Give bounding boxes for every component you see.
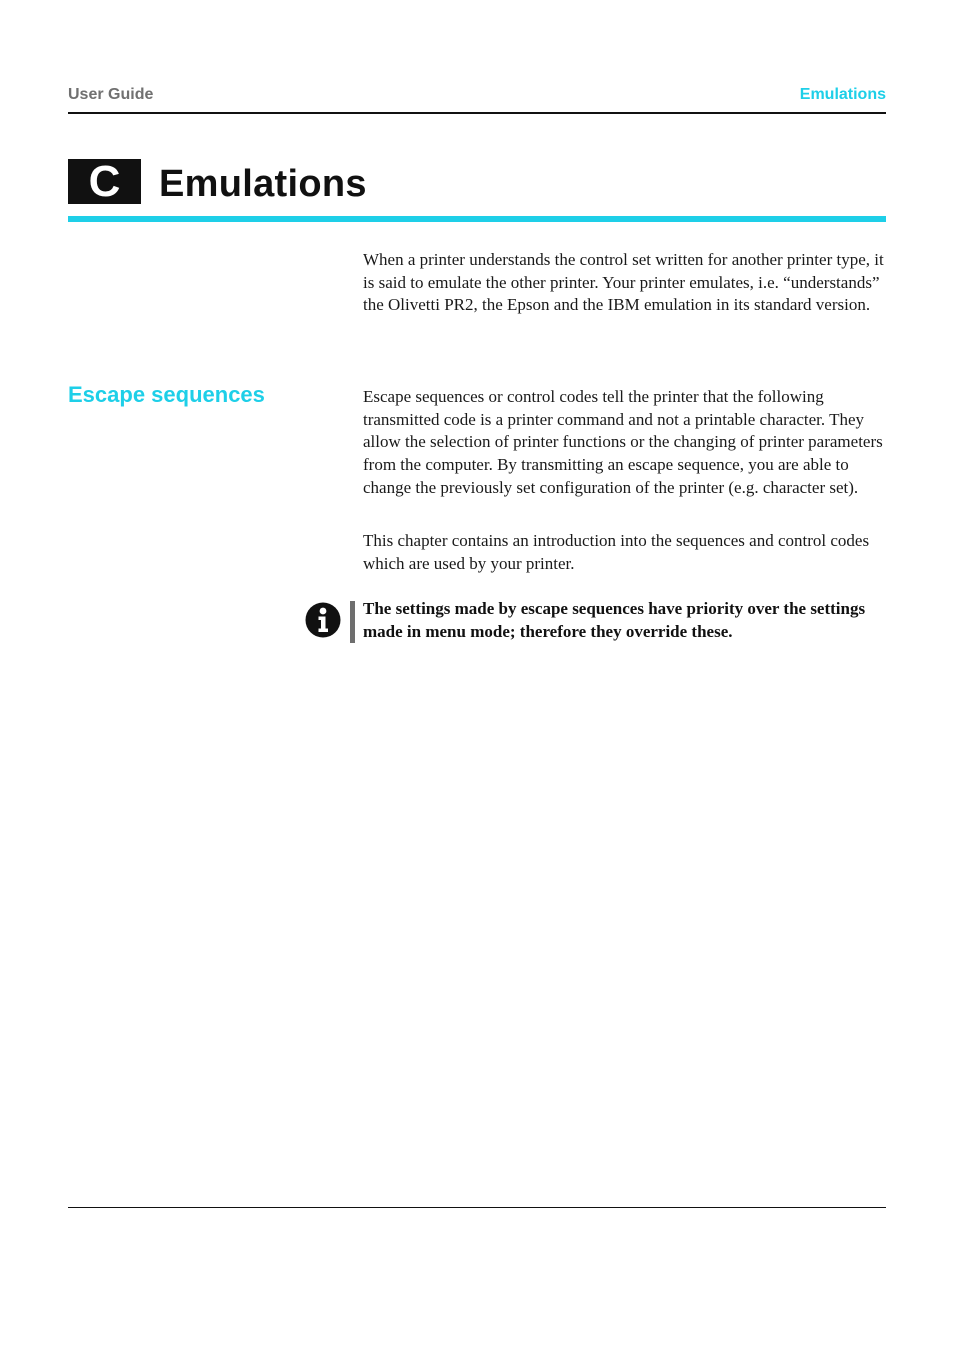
running-header [68,86,886,106]
section-heading: Escape sequences [68,382,265,407]
chapter-title: Emulations [159,163,367,205]
note-sidebar [350,601,355,643]
chapter-letter-badge: C [68,159,141,204]
chapter-title-underline [68,216,886,222]
note-text: The settings made by escape sequences have priority over the settings made in menu mode; therefore they override these. [363,599,866,641]
header-document-title: User Guide [68,86,154,103]
header-chapter-name: Emulations [799,86,886,103]
intro-paragraph: When a printer understands the control set written for another printer type, it is said to emulate the other printer. Your printer emulates, i.e. “understands” the Olivetti PR2, the Epson and the IBM emulation in its standard version. [363,250,884,315]
section-paragraph-2: This chapter contains an introduction into the sequences and control codes which are used by your printer. [363,531,870,573]
footer-divider [68,1207,886,1208]
section-paragraph-1: Escape sequences or control codes tell the printer that the following transmitted code is a printer command and not a printable character. They allow the selection of printer functions or the changing of printer parameters from the computer. By transmitting an escape sequence, you are able to change the previously set configuration of the printer (e.g. character set). [363,387,883,497]
header-divider [68,112,886,114]
info-icon [305,602,341,638]
